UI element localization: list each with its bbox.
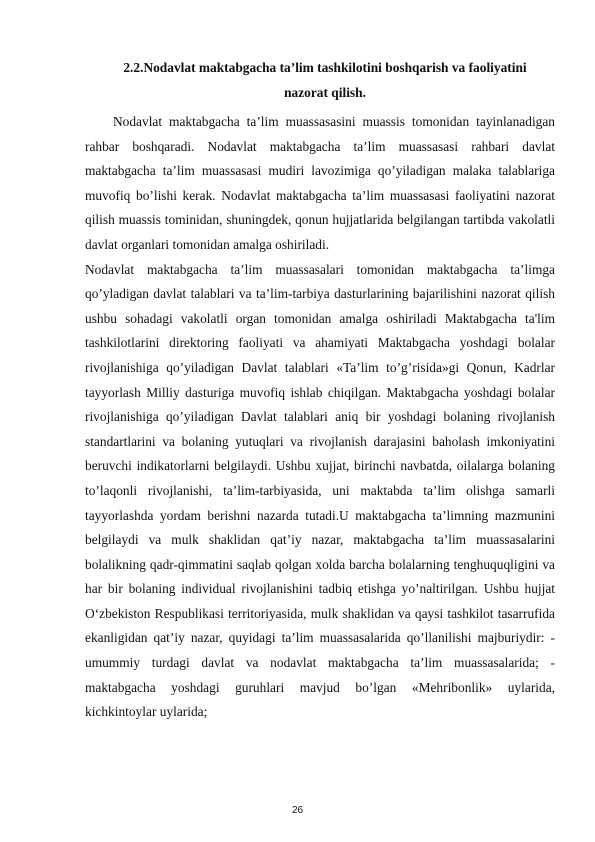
heading-line-2: nazorat qilish.: [284, 85, 366, 100]
paragraph: Nodavlat maktabgacha ta’lim muassasalari tomonidan maktabgacha ta’limga qo’yladigan davlat talablari va ta’lim-tarbiya dasturlarining bajarilishini nazorat qilish ushbu sohadagi vakolatli organ tomonidan amalga oshiriladi Maktabgacha ta'lim tashkilotlarini direktoring faoliyati va ahamiyati Maktabgacha yoshdagi bolalar rivojlanishiga qo’yiladigan Davlat talablari «Ta’lim to’g’risida»gi Qonun, Kadrlar tayyorlash Milliy dasturiga muvofiq ishlab chiqilgan. Maktabgacha yoshdagi bolalar rivojlanishiga qo’yiladigan Davlat talablari aniq bir yoshdagi bolaning rivojlanish standartlarini va bolaning yutuqlari va rivojlanish darajasini baholash imkoniyatini beruvchi indikatorlarni belgilaydi. Ushbu xujjat, birinchi navbatda, oilalarga bolaning to’laqonli rivojlanishi, ta’lim-tarbiyasida, uni maktabda ta’lim olishga samarli tayyorlashda yordam berishni nazarda tutadi.U maktabgacha ta’limning mazmunini belgilaydi va mulk shaklidan qat’iy nazar, maktabgacha ta’lim muassasalarini bolalikning qadr-qimmatini saqlab qolgan xolda barcha bolalarning tenghuquqligini va har bir bolaning individual rivojlanishini tadbiq etishga yo’naltirilgan. Ushbu hujjat O‘zbekiston Respublikasi territoriyasida, mulk shaklidan va qaysi tashkilot tasarrufida ekanligidan qat’iy nazar, quyidagi ta’lim muassasalarida qo’llanilishi majburiydir: -umummiy turdagi davlat va nodavlat maktabgacha ta’lim muassasalarida; -maktabgacha yoshdagi guruhlari mavjud bo’lgan «Mehribonlik» uylarida, kichkintoylar uylarida;: [85, 261, 555, 720]
paragraph: Nodavlat maktabgacha ta’lim muassasasini muassis tomonidan tayinlanadigan rahbar boshqaradi. Nodavlat maktabgacha ta’lim muassasasi rahbari davlat maktabgacha ta’lim muassasasi mudiri lavozimiga qo’yiladigan malaka talablariga muvofiq bo’lishi kerak. Nodavlat maktabgacha ta’lim muassasasi faoliyatini nazorat qilish muassis tominidan, shuningdek, qonun hujjatlarida belgilangan tartibda vakolatli davlat organlari tomonidan amalga oshiriladi.: [85, 114, 555, 252]
section-heading: [90, 55, 560, 105]
heading-line-1: 2.2.Nodavlat maktabgacha ta’lim tashkilotini boshqarish va faoliyatini: [123, 60, 527, 75]
body-text: [85, 110, 555, 725]
page-number: 26: [291, 805, 304, 816]
